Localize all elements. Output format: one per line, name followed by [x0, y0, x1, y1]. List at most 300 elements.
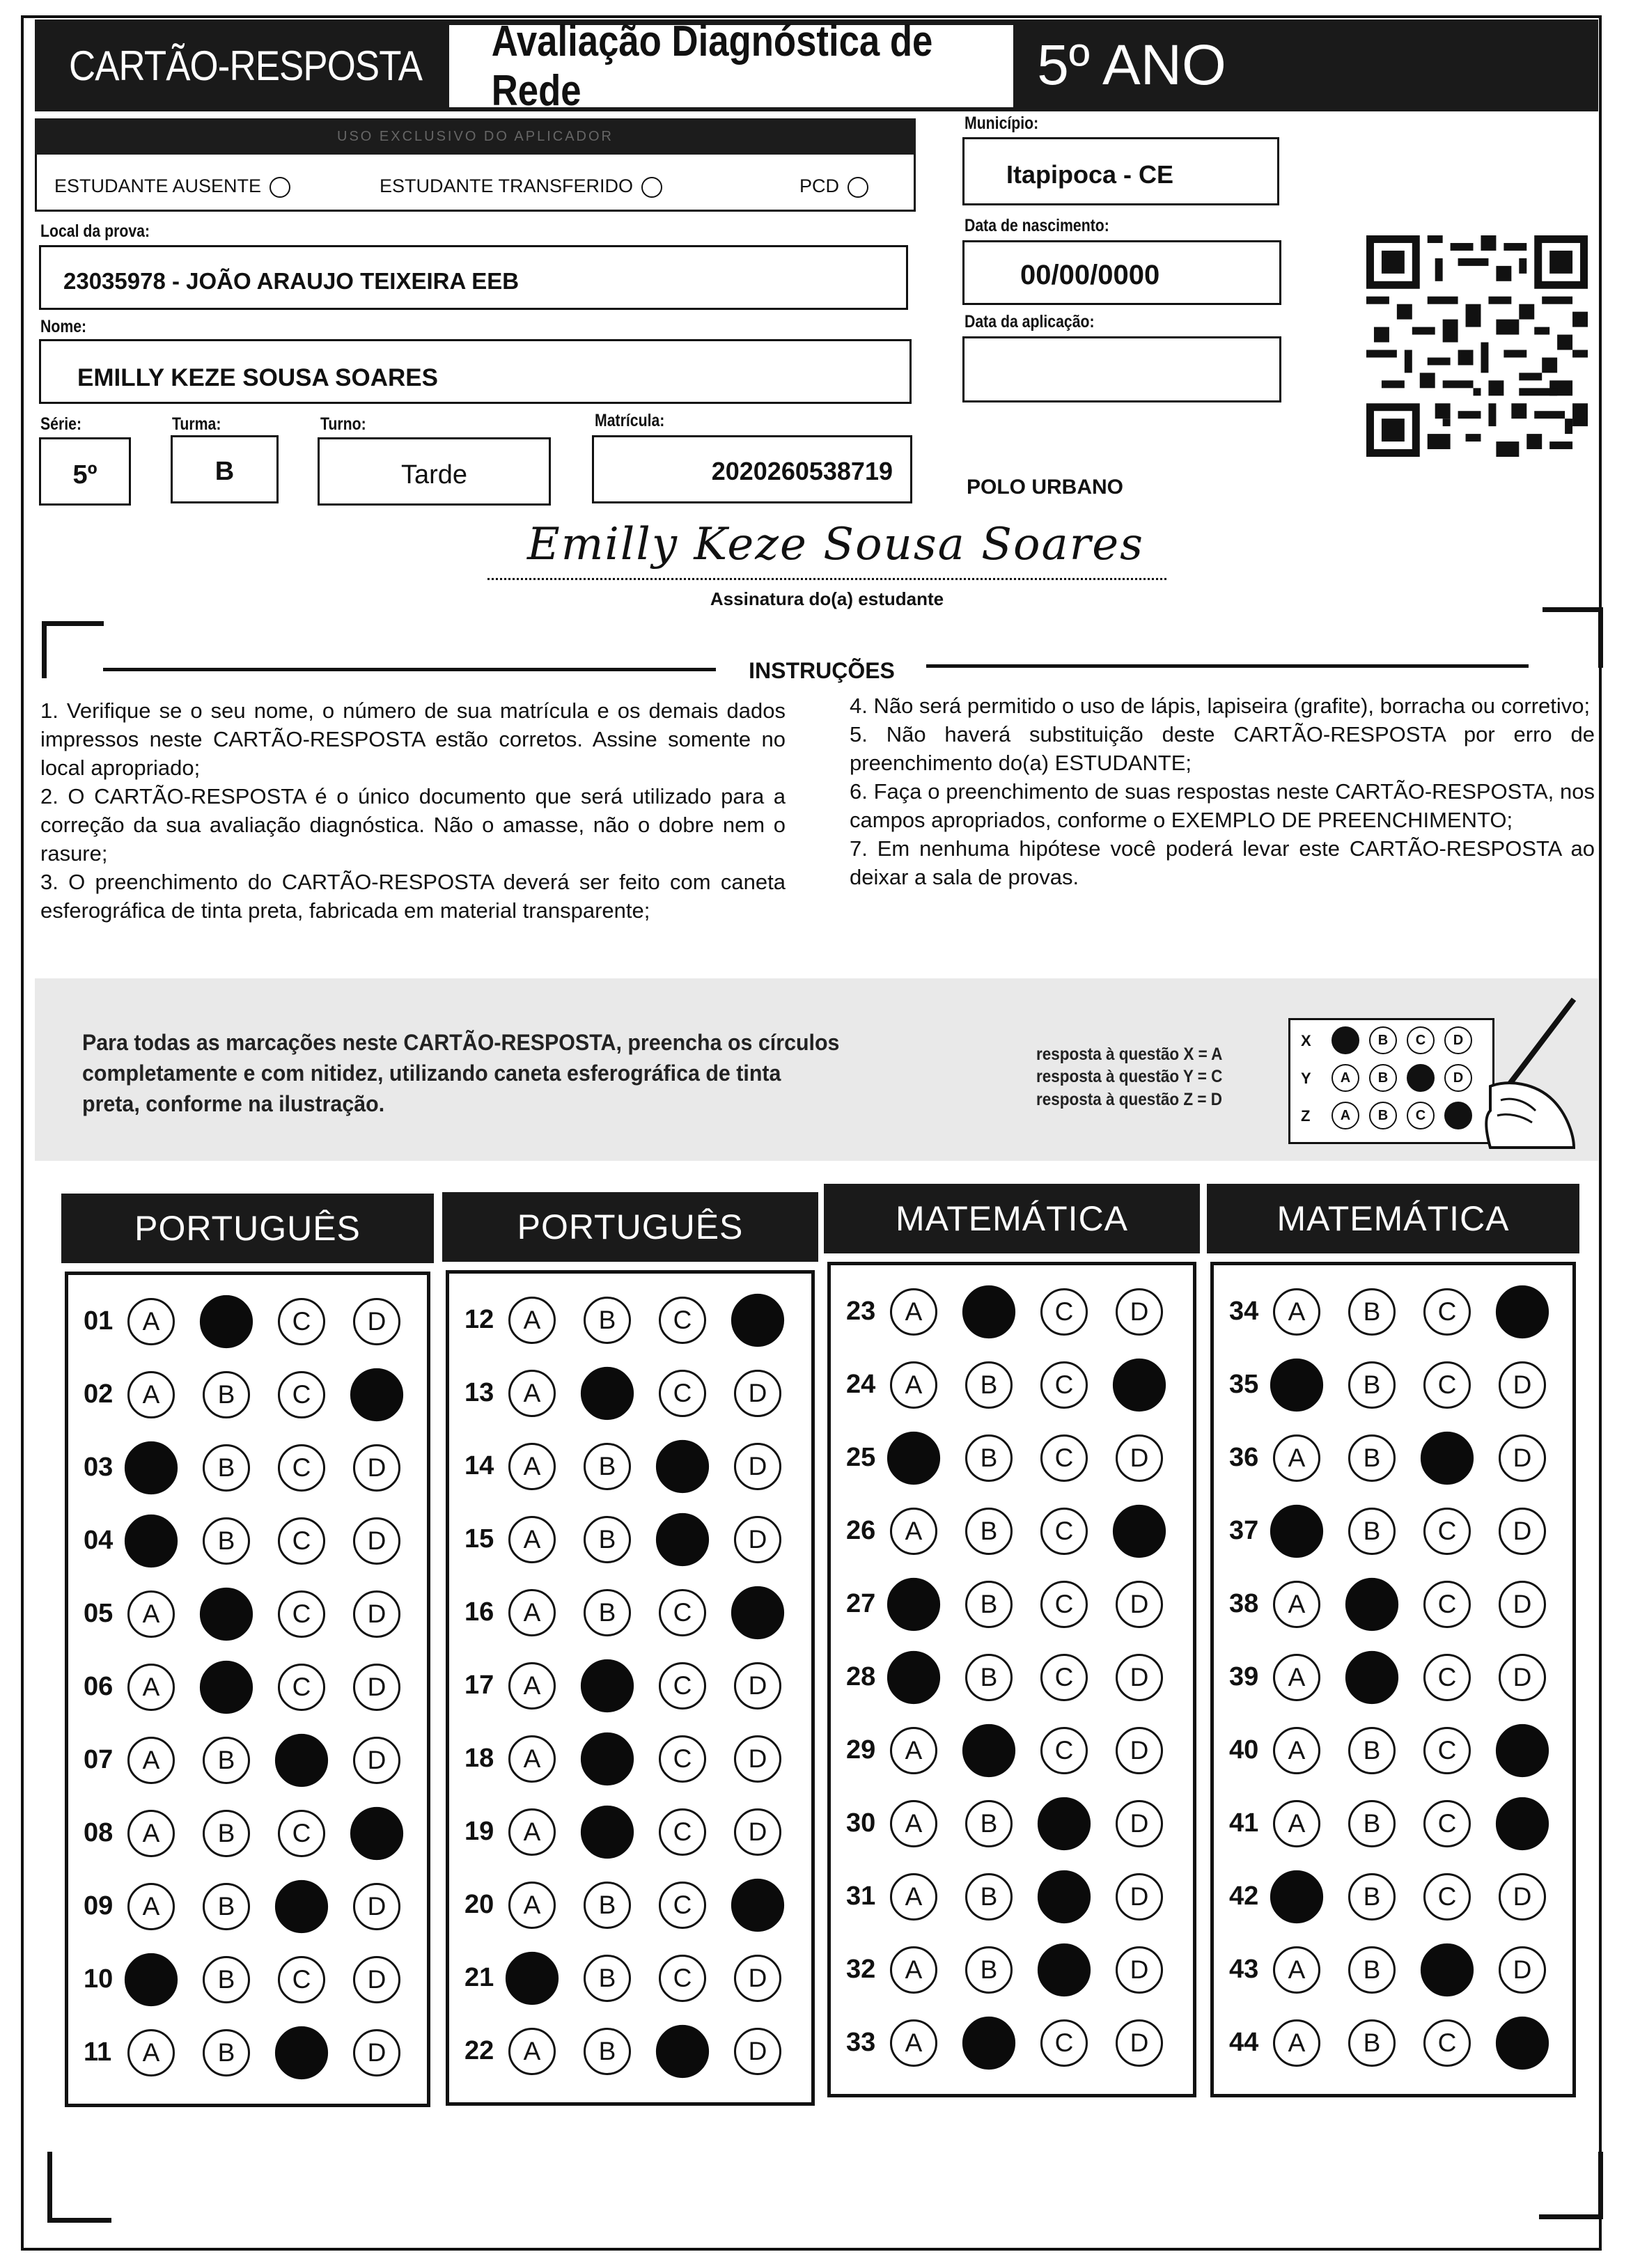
answer-bubble-b[interactable]: B [203, 1444, 250, 1492]
corner-mark-top-left [42, 621, 104, 678]
answer-bubble-c[interactable]: C [1423, 1361, 1471, 1409]
answer-bubble-c[interactable] [275, 1880, 328, 1933]
answer-bubble-d[interactable]: D [1499, 1946, 1546, 1994]
question-number: 37 [1229, 1516, 1259, 1545]
answer-bubble-b[interactable]: B [584, 2028, 631, 2075]
answer-bubble-c[interactable] [1038, 1870, 1091, 1923]
grade-title: 5º ANO [1037, 33, 1226, 97]
answer-bubble-b[interactable] [1345, 1578, 1398, 1631]
answer-bubble-c[interactable]: C [1423, 1873, 1471, 1921]
question-number: 31 [846, 1882, 876, 1911]
signature-caption: Assinatura do(a) estudante [710, 588, 944, 609]
signature-line [487, 578, 1166, 580]
answer-bubble-a[interactable]: A [1273, 1581, 1320, 1628]
question-number: 11 [84, 2038, 112, 2067]
question-number: 39 [1229, 1662, 1259, 1691]
question-number: 13 [464, 1378, 494, 1407]
answer-bubble-b[interactable]: B [1348, 1434, 1396, 1482]
answer-bubble-c[interactable]: C [659, 1297, 706, 1344]
answer-bubble-c[interactable]: C [1040, 1581, 1088, 1628]
answer-bubble-d[interactable] [1496, 2017, 1549, 2070]
answer-bubble-c[interactable] [1038, 1944, 1091, 1996]
question-number: 04 [84, 1526, 114, 1555]
answer-bubble-a[interactable] [887, 1651, 940, 1704]
answer-bubble-d[interactable]: D [1116, 1288, 1163, 1336]
answer-bubble-d[interactable] [731, 1294, 784, 1347]
question-number: 32 [846, 1955, 876, 1984]
question-number: 19 [464, 1817, 494, 1846]
answer-bubble-d[interactable]: D [734, 1443, 781, 1490]
answer-bubble-c[interactable]: C [1423, 1727, 1471, 1774]
instruction-1: 1. Verifique se o seu nome, o número de sua matrícula e os demais dados impressos neste CARTÃO-RESPOSTA estão corretos. Assine somente no local apropriado; [40, 698, 786, 780]
answer-bubble-c[interactable] [275, 2026, 328, 2079]
nascimento-label: Data de nascimento: [965, 216, 1109, 235]
answer-bubble-c[interactable]: C [278, 1810, 325, 1857]
turma-value: B [214, 457, 235, 486]
answer-bubble-d[interactable] [731, 1879, 784, 1932]
answer-bubble-c[interactable] [275, 1734, 328, 1787]
answer-bubble-b[interactable]: B [584, 1882, 631, 1929]
answer-bubble-b[interactable] [962, 1724, 1015, 1777]
answer-bubble-b[interactable] [962, 2017, 1015, 2070]
answer-bubble-c[interactable]: C [659, 1370, 706, 1417]
answer-bubble-c[interactable]: C [1423, 1581, 1471, 1628]
answer-bubble-c[interactable]: C [1040, 2019, 1088, 2067]
answer-bubble-b[interactable]: B [584, 1589, 631, 1636]
example-text: Para todas as marcações neste CARTÃO-RESPOSTA, preencha os círculos completamente e com nitidez, utilizando caneta esferográfica de tinta preta, conforme na ilustração. [82, 1030, 840, 1116]
answer-bubble-c[interactable]: C [1040, 1288, 1088, 1336]
answer-bubble-a[interactable]: A [508, 1370, 556, 1417]
pcd-option[interactable] [799, 175, 868, 198]
example-answer-x: resposta à questão X = A [1036, 1045, 1223, 1064]
answer-bubble-d[interactable]: D [353, 1883, 400, 1930]
answer-bubble-a[interactable] [125, 1441, 178, 1494]
answer-bubble-a[interactable] [1270, 1870, 1323, 1923]
answer-bubble-a[interactable]: A [508, 1735, 556, 1783]
answer-bubble-b[interactable]: B [203, 1371, 250, 1418]
question-number: 05 [84, 1599, 114, 1628]
answer-bubble-d[interactable] [731, 1586, 784, 1639]
answer-bubble-b[interactable]: B [203, 1956, 250, 2003]
answer-bubble-a[interactable]: A [1273, 1654, 1320, 1701]
answer-bubble-a[interactable]: A [127, 1664, 175, 1711]
answer-bubble-d[interactable]: D [353, 2029, 400, 2077]
instruction-2: 2. O CARTÃO-RESPOSTA é o único documento que será utilizado para a correção da sua avaliação diagnóstica. Não o amasse, não o dobre nem o rasure; [40, 784, 786, 866]
answer-bubble-c[interactable]: C [659, 1589, 706, 1636]
answer-bubble-a[interactable] [506, 1952, 559, 2005]
section-title: PORTUGUÊS [61, 1194, 434, 1263]
answer-bubble-a[interactable]: A [1273, 1434, 1320, 1482]
example-bubble: B [1369, 1102, 1397, 1129]
answer-bubble-c[interactable]: C [1423, 1800, 1471, 1847]
answer-bubble-a[interactable]: A [890, 1873, 937, 1921]
question-number: 14 [464, 1451, 494, 1480]
corner-mark-bottom-left [47, 2152, 111, 2223]
turma-label: Turma: [172, 414, 221, 434]
answer-bubble-c[interactable]: C [1040, 1361, 1088, 1409]
municipio-field [962, 137, 1279, 205]
example-bubble: A [1331, 1064, 1359, 1092]
question-number: 08 [84, 1818, 114, 1847]
question-number: 12 [464, 1305, 494, 1334]
answer-bubble-b[interactable]: B [1348, 1946, 1396, 1994]
answer-bubble-a[interactable]: A [1273, 2019, 1320, 2067]
answer-bubble-d[interactable] [1496, 1724, 1549, 1777]
answer-bubble-d[interactable]: D [353, 1444, 400, 1492]
question-number: 02 [84, 1379, 114, 1409]
answer-bubble-a[interactable]: A [127, 1810, 175, 1857]
question-number: 15 [464, 1524, 494, 1554]
answer-bubble-d[interactable]: D [353, 1664, 400, 1711]
answer-bubble-c[interactable]: C [278, 1956, 325, 2003]
answer-bubble-a[interactable]: A [127, 1590, 175, 1638]
answer-bubble-b[interactable]: B [965, 1873, 1013, 1921]
answer-bubble-b[interactable]: B [584, 1955, 631, 2002]
answer-bubble-b[interactable]: B [1348, 1873, 1396, 1921]
answer-bubble-c[interactable] [1421, 1944, 1474, 1996]
answer-bubble-b[interactable] [581, 1733, 634, 1785]
answer-bubble-d[interactable]: D [734, 1955, 781, 2002]
answer-bubble-d[interactable]: D [1116, 1727, 1163, 1774]
example-bubble: A [1331, 1102, 1359, 1129]
answer-bubble-d[interactable]: D [1116, 1800, 1163, 1847]
answer-bubble-d[interactable]: D [734, 1662, 781, 1710]
example-row-label: Z [1301, 1107, 1311, 1125]
answer-bubble-d[interactable] [1113, 1359, 1166, 1411]
answer-bubble-d[interactable]: D [1499, 1654, 1546, 1701]
answer-bubble-c[interactable]: C [1423, 2019, 1471, 2067]
section-title: MATEMÁTICA [824, 1184, 1200, 1253]
answer-bubble-b[interactable] [581, 1367, 634, 1420]
answer-bubble-d[interactable]: D [734, 2028, 781, 2075]
answer-bubble-d[interactable] [350, 1807, 403, 1860]
answer-bubble-a[interactable] [1270, 1505, 1323, 1558]
answer-bubble-b[interactable]: B [1348, 1361, 1396, 1409]
answer-bubble-a[interactable]: A [127, 2029, 175, 2077]
answer-bubble-a[interactable]: A [508, 1297, 556, 1344]
absent-label: ESTUDANTE AUSENTE [54, 175, 262, 196]
applicator-bar: USO EXCLUSIVO DO APLICADOR [35, 118, 916, 155]
question-number: 43 [1229, 1955, 1259, 1984]
example-bubble: D [1444, 1026, 1472, 1054]
section-title: PORTUGUÊS [442, 1192, 818, 1262]
instruction-5: 5. Não haverá substituição deste CARTÃO-RESPOSTA por erro de preenchimento do(a) ESTUDANTE; [850, 722, 1595, 775]
example-answer-z: resposta à questão Z = D [1036, 1090, 1222, 1109]
question-number: 24 [846, 1370, 876, 1399]
question-number: 22 [464, 2036, 494, 2065]
answer-bubble-c[interactable] [656, 1440, 709, 1493]
answer-bubble-b[interactable]: B [1348, 2019, 1396, 2067]
answer-bubble-b[interactable] [1345, 1651, 1398, 1704]
answer-bubble-a[interactable]: A [127, 1737, 175, 1784]
answer-bubble-a[interactable]: A [1273, 1946, 1320, 1994]
turno-field [318, 437, 551, 506]
answer-bubble-d[interactable] [1496, 1797, 1549, 1850]
answer-bubble-b[interactable]: B [965, 1581, 1013, 1628]
answer-bubble-a[interactable]: A [890, 1361, 937, 1409]
question-number: 29 [846, 1735, 876, 1765]
answer-bubble-a[interactable]: A [127, 1371, 175, 1418]
answer-bubble-b[interactable]: B [584, 1297, 631, 1344]
answer-bubble-c[interactable] [1421, 1432, 1474, 1485]
serie-value: 5º [72, 460, 97, 490]
answer-bubble-b[interactable]: B [965, 1946, 1013, 1994]
answer-bubble-a[interactable]: A [127, 1298, 175, 1345]
question-number: 18 [464, 1744, 494, 1773]
question-number: 33 [846, 2028, 876, 2057]
question-number: 36 [1229, 1443, 1259, 1472]
answer-bubble-a[interactable]: A [508, 1589, 556, 1636]
local-value: 23035978 - JOÃO ARAUJO TEIXEIRA EEB [63, 268, 520, 294]
absent-option[interactable] [54, 175, 290, 198]
answer-bubble-d[interactable]: D [353, 1956, 400, 2003]
municipio-label: Município: [965, 114, 1039, 133]
answer-bubble-d[interactable] [1496, 1285, 1549, 1338]
answer-bubble-a[interactable]: A [508, 1808, 556, 1856]
transferred-label: ESTUDANTE TRANSFERIDO [380, 175, 634, 196]
answer-bubble-a[interactable]: A [890, 2019, 937, 2067]
answer-bubble-d[interactable]: D [353, 1737, 400, 1784]
matricula-label: Matrícula: [595, 411, 665, 430]
status-row [35, 155, 916, 212]
card-title: CARTÃO-RESPOSTA [68, 42, 423, 89]
instructions-rule-left [103, 668, 716, 671]
aplicacao-field [962, 336, 1281, 402]
question-number: 40 [1229, 1735, 1259, 1765]
answer-bubble-b[interactable]: B [203, 1517, 250, 1565]
transferred-option[interactable] [380, 175, 662, 198]
answer-bubble-c[interactable] [656, 2025, 709, 2078]
example-row-label: X [1301, 1032, 1311, 1049]
answer-bubble-a[interactable]: A [508, 2028, 556, 2075]
question-number: 03 [84, 1453, 114, 1482]
section-title: MATEMÁTICA [1207, 1184, 1579, 1253]
question-number: 25 [846, 1443, 876, 1472]
answer-bubble-a[interactable]: A [1273, 1727, 1320, 1774]
nascimento-field [962, 240, 1281, 305]
answer-bubble-b[interactable] [200, 1661, 253, 1714]
answer-bubble-c[interactable]: C [278, 1298, 325, 1345]
answer-bubble-d[interactable]: D [1499, 1434, 1546, 1482]
answer-bubble-d[interactable]: D [353, 1298, 400, 1345]
answer-bubble-b[interactable]: B [1348, 1800, 1396, 1847]
answer-bubble-a[interactable]: A [508, 1443, 556, 1490]
question-number: 21 [464, 1963, 494, 1992]
answer-bubble-c[interactable]: C [278, 1590, 325, 1638]
answer-bubble-a[interactable] [1270, 1359, 1323, 1411]
question-number: 38 [1229, 1589, 1259, 1618]
example-bubble: B [1369, 1026, 1397, 1054]
answer-bubble-b[interactable] [581, 1806, 634, 1859]
instruction-6: 6. Faça o preenchimento de suas respostas neste CARTÃO-RESPOSTA, nos campos apropriados, conforme o EXEMPLO DE PREENCHIMENTO; [850, 779, 1595, 832]
answer-bubble-d[interactable]: D [1116, 1654, 1163, 1701]
answer-bubble-d[interactable]: D [1499, 1581, 1546, 1628]
instruction-4: 4. Não será permitido o uso de lápis, lapiseira (grafite), borracha ou corretivo; [850, 694, 1591, 718]
example-bubble: C [1407, 1102, 1435, 1129]
answer-bubble-b[interactable] [962, 1285, 1015, 1338]
example-bubble [1407, 1064, 1435, 1092]
municipio-value: Itapipoca - CE [1006, 160, 1174, 189]
matricula-field [592, 435, 912, 503]
answer-bubble-c[interactable] [656, 1513, 709, 1566]
answer-bubble-d[interactable]: D [1116, 1873, 1163, 1921]
aplicacao-label: Data da aplicação: [965, 312, 1095, 331]
answer-bubble-b[interactable]: B [584, 1516, 631, 1563]
transferred-bubble[interactable] [641, 177, 662, 198]
answer-bubble-c[interactable]: C [1423, 1508, 1471, 1555]
example-bubble [1331, 1026, 1359, 1054]
example-bubble: B [1369, 1064, 1397, 1092]
answer-bubble-c[interactable]: C [278, 1517, 325, 1565]
corner-mark-top-right [1543, 607, 1603, 668]
instructions-right [850, 691, 1595, 891]
answer-bubble-d[interactable]: D [1499, 1508, 1546, 1555]
answer-bubble-a[interactable]: A [890, 1800, 937, 1847]
answer-bubble-c[interactable]: C [659, 1955, 706, 2002]
evaluation-title: Avaliação Diagnóstica de Rede [491, 17, 933, 115]
hand-pen-icon [1469, 996, 1581, 1149]
answer-bubble-c[interactable]: C [659, 1662, 706, 1710]
answer-bubble-d[interactable]: D [1499, 1873, 1546, 1921]
answer-bubble-b[interactable]: B [203, 1737, 250, 1784]
answer-bubble-c[interactable]: C [278, 1664, 325, 1711]
answer-bubble-d[interactable]: D [734, 1735, 781, 1783]
nome-field [39, 339, 912, 404]
answer-bubble-d[interactable]: D [734, 1370, 781, 1417]
answer-bubble-c[interactable]: C [1040, 1508, 1088, 1555]
question-number: 35 [1229, 1370, 1259, 1399]
corner-mark-bottom-right [1539, 2152, 1603, 2219]
question-number: 44 [1229, 2028, 1259, 2057]
answer-bubble-b[interactable]: B [203, 2029, 250, 2077]
matricula-value: 2020260538719 [711, 457, 893, 485]
answer-bubble-b[interactable]: B [584, 1443, 631, 1490]
question-number: 30 [846, 1808, 876, 1838]
question-number: 42 [1229, 1882, 1259, 1911]
answer-bubble-a[interactable]: A [508, 1516, 556, 1563]
turno-value: Tarde [400, 460, 468, 490]
answer-bubble-b[interactable] [200, 1295, 253, 1348]
serie-label: Série: [40, 414, 82, 434]
answer-bubble-c[interactable]: C [659, 1808, 706, 1856]
local-field [39, 245, 908, 310]
answer-bubble-a[interactable] [125, 1515, 178, 1567]
answer-bubble-b[interactable]: B [965, 1361, 1013, 1409]
answer-bubble-c[interactable]: C [659, 1882, 706, 1929]
answer-bubble-d[interactable]: D [1116, 1434, 1163, 1482]
answer-bubble-a[interactable] [125, 1953, 178, 2006]
answer-bubble-a[interactable]: A [127, 1883, 175, 1930]
question-number: 16 [464, 1597, 494, 1627]
answer-bubble-c[interactable] [1038, 1797, 1091, 1850]
answer-bubble-c[interactable]: C [278, 1371, 325, 1418]
example-row-label: Y [1301, 1070, 1311, 1087]
answer-bubble-b[interactable] [200, 1588, 253, 1641]
answer-bubble-a[interactable]: A [890, 1946, 937, 1994]
answer-bubble-d[interactable] [1113, 1505, 1166, 1558]
answer-bubble-d[interactable]: D [1116, 2019, 1163, 2067]
answer-bubble-a[interactable]: A [890, 1508, 937, 1555]
question-number: 41 [1229, 1808, 1259, 1838]
nascimento-value: 00/00/0000 [1020, 260, 1160, 290]
answer-bubble-d[interactable]: D [353, 1590, 400, 1638]
answer-bubble-c[interactable]: C [659, 1735, 706, 1783]
question-number: 17 [464, 1671, 494, 1700]
answer-bubble-a[interactable] [887, 1578, 940, 1631]
answer-bubble-c[interactable]: C [1040, 1434, 1088, 1482]
answer-bubble-a[interactable]: A [890, 1727, 937, 1774]
answer-bubble-b[interactable]: B [965, 1654, 1013, 1701]
answer-bubble-b[interactable]: B [965, 1800, 1013, 1847]
answer-bubble-d[interactable]: D [353, 1517, 400, 1565]
answer-bubble-a[interactable]: A [1273, 1800, 1320, 1847]
answer-bubble-d[interactable]: D [734, 1808, 781, 1856]
turno-label: Turno: [320, 414, 366, 434]
answer-bubble-c[interactable]: C [1423, 1654, 1471, 1701]
question-number: 20 [464, 1890, 494, 1919]
answer-bubble-d[interactable] [350, 1368, 403, 1421]
answer-bubble-c[interactable]: C [1040, 1654, 1088, 1701]
answer-bubble-c[interactable]: C [1423, 1288, 1471, 1336]
answer-bubble-b[interactable]: B [965, 1508, 1013, 1555]
turma-field [171, 435, 279, 503]
answer-bubble-a[interactable]: A [1273, 1288, 1320, 1336]
qr-code-icon [1366, 235, 1588, 457]
question-number: 07 [84, 1745, 114, 1774]
answer-bubble-b[interactable]: B [1348, 1727, 1396, 1774]
answer-bubble-b[interactable] [581, 1659, 634, 1712]
instructions-rule-right [926, 664, 1529, 668]
question-number: 23 [846, 1297, 876, 1326]
absent-bubble[interactable] [270, 177, 290, 198]
answer-bubble-d[interactable]: D [1116, 1946, 1163, 1994]
answer-bubble-a[interactable]: A [508, 1882, 556, 1929]
answer-bubble-d[interactable]: D [734, 1516, 781, 1563]
pcd-bubble[interactable] [848, 177, 868, 198]
question-number: 27 [846, 1589, 876, 1618]
answer-bubble-b[interactable]: B [965, 1434, 1013, 1482]
question-number: 10 [84, 1964, 114, 1994]
answer-bubble-a[interactable]: A [890, 1288, 937, 1336]
answer-bubble-b[interactable]: B [203, 1810, 250, 1857]
answer-bubble-b[interactable]: B [1348, 1508, 1396, 1555]
polo-label: POLO URBANO [967, 476, 1123, 499]
question-number: 09 [84, 1891, 114, 1921]
answer-bubble-d[interactable]: D [1499, 1361, 1546, 1409]
answer-bubble-c[interactable]: C [278, 1444, 325, 1492]
example-bubble: C [1407, 1026, 1435, 1054]
local-label: Local da prova: [40, 221, 150, 241]
pcd-label: PCD [799, 175, 840, 196]
question-number: 26 [846, 1516, 876, 1545]
answer-bubble-d[interactable]: D [1116, 1581, 1163, 1628]
question-number: 34 [1229, 1297, 1259, 1326]
instruction-3: 3. O preenchimento do CARTÃO-RESPOSTA deverá ser feito com caneta esferográfica de tinta preta, fabricada em material transparente; [40, 870, 786, 923]
question-number: 01 [84, 1306, 114, 1336]
nome-label: Nome: [40, 317, 87, 336]
answer-bubble-b[interactable]: B [1348, 1288, 1396, 1336]
instruction-7: 7. Em nenhuma hipótese você poderá levar este CARTÃO-RESPOSTA ao deixar a sala de provas. [850, 836, 1595, 889]
instructions-left [40, 696, 786, 925]
answer-bubble-a[interactable] [887, 1432, 940, 1485]
answer-bubble-b[interactable]: B [203, 1883, 250, 1930]
nome-value: EMILLY KEZE SOUSA SOARES [77, 364, 438, 391]
instructions-heading: INSTRUÇÕES [749, 658, 895, 683]
example-answer-y: resposta à questão Y = C [1036, 1067, 1223, 1086]
question-number: 28 [846, 1662, 876, 1691]
answer-bubble-a[interactable]: A [508, 1662, 556, 1710]
answer-bubble-c[interactable]: C [1040, 1727, 1088, 1774]
